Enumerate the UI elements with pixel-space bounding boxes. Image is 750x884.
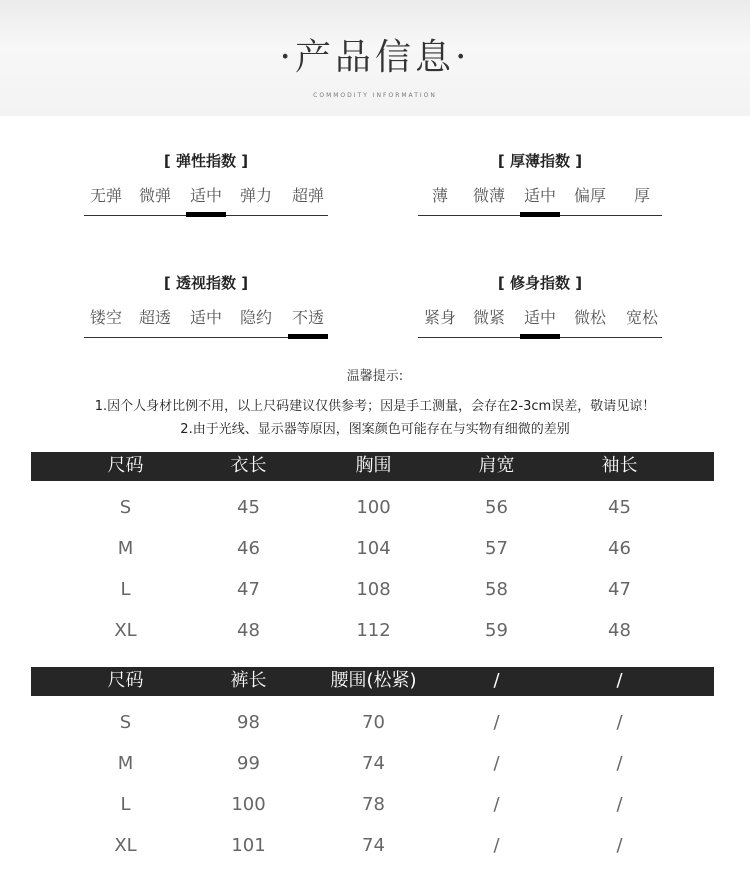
table-cell: 59 — [485, 620, 508, 641]
index-option: 厚 — [633, 186, 650, 205]
table-cell: M — [117, 753, 134, 774]
table-cell: 58 — [485, 579, 508, 600]
index-title: [ 修身指数 ] — [497, 274, 583, 292]
index-title: [ 透视指数 ] — [163, 274, 249, 292]
index-options — [418, 185, 662, 207]
table-cell: 101 — [231, 835, 266, 856]
table-cell: 78 — [362, 794, 385, 815]
table-cell: M — [117, 538, 134, 559]
table-cell: / — [493, 753, 500, 774]
table-cell: XL — [114, 835, 137, 856]
index-option: 微松 — [573, 308, 606, 327]
table-cell: / — [616, 794, 623, 815]
table-header-cell: 尺码 — [107, 455, 144, 476]
index-options — [84, 185, 328, 207]
index-selected-marker — [288, 334, 328, 339]
table-cell: 48 — [608, 620, 631, 641]
table-header-cell: 裤长 — [230, 670, 267, 691]
table-cell: 74 — [362, 835, 385, 856]
table-cell: 98 — [237, 712, 260, 733]
index-option: 适中 — [523, 186, 556, 205]
index-option: 适中 — [523, 308, 556, 327]
index-option: 紧身 — [423, 308, 456, 327]
index-option: 适中 — [189, 186, 222, 205]
index-option: 适中 — [189, 308, 222, 327]
table-cell: / — [616, 712, 623, 733]
index-option: 宽松 — [625, 308, 658, 327]
table-header-cell: 胸围 — [355, 455, 392, 476]
index-option: 超弹 — [291, 186, 324, 205]
index-option: 超透 — [138, 308, 171, 327]
table-cell: / — [493, 712, 500, 733]
index-option: 微弹 — [138, 186, 171, 205]
table-cell: / — [493, 835, 500, 856]
table-cell: 45 — [237, 497, 260, 518]
index-option: 隐约 — [239, 308, 272, 327]
table-cell: / — [493, 794, 500, 815]
index-title: [ 厚薄指数 ] — [497, 152, 583, 170]
page-header — [0, 0, 750, 116]
table-header-cell: / — [493, 670, 500, 691]
index-options — [84, 307, 328, 329]
index-option: 微薄 — [472, 186, 505, 205]
page-subtitle: COMMODITY INFORMATION — [313, 92, 437, 99]
table-cell: 56 — [485, 497, 508, 518]
size-table — [31, 667, 714, 867]
table-header-cell: 衣长 — [230, 455, 267, 476]
table-cell: 104 — [356, 538, 391, 559]
notes-title: 温馨提示: — [346, 369, 404, 384]
table-cell: S — [119, 712, 132, 733]
index-options — [418, 307, 662, 329]
table-header-cell: 肩宽 — [478, 455, 515, 476]
table-cell: S — [119, 497, 132, 518]
table-cell: / — [616, 835, 623, 856]
size-table — [31, 452, 714, 652]
table-cell: 74 — [362, 753, 385, 774]
index-selected-marker — [186, 212, 226, 217]
table-cell: 47 — [237, 579, 260, 600]
index-option: 不透 — [291, 308, 324, 327]
index-option: 微紧 — [472, 308, 505, 327]
note-line-2: 2.由于光线、显示器等原因，图案颜色可能存在与实物有细微的差别 — [180, 422, 570, 437]
note-line-1: 1.因个人身材比例不用，以上尺码建议仅供参考；因是手工测量，会存在2-3cm误差，敬请见谅！ — [94, 399, 656, 414]
index-selected-marker — [520, 212, 560, 217]
index-selected-marker — [520, 334, 560, 339]
table-header-row — [31, 452, 714, 481]
index-option: 镂空 — [89, 308, 122, 327]
index-option: 偏厚 — [573, 186, 606, 205]
index-option: 薄 — [431, 186, 448, 205]
index-option: 弹力 — [239, 186, 272, 205]
table-cell: 46 — [608, 538, 631, 559]
table-header-row — [31, 667, 714, 696]
table-cell: 100 — [231, 794, 266, 815]
table-header-cell: / — [616, 670, 623, 691]
table-cell: 100 — [356, 497, 391, 518]
index-option: 无弹 — [89, 186, 122, 205]
table-cell: 46 — [237, 538, 260, 559]
table-cell: 57 — [485, 538, 508, 559]
table-cell: 45 — [608, 497, 631, 518]
table-header-cell: 腰围(松紧) — [330, 670, 417, 691]
page-title: ·产品信息· — [279, 37, 471, 78]
table-cell: 112 — [356, 620, 391, 641]
table-cell: 99 — [237, 753, 260, 774]
table-cell: XL — [114, 620, 137, 641]
table-cell: / — [616, 753, 623, 774]
index-title: [ 弹性指数 ] — [163, 152, 249, 170]
table-cell: L — [120, 794, 131, 815]
table-header-cell: 尺码 — [107, 670, 144, 691]
table-cell: 108 — [356, 579, 391, 600]
table-cell: 48 — [237, 620, 260, 641]
table-cell: 47 — [608, 579, 631, 600]
table-header-cell: 袖长 — [601, 455, 638, 476]
table-cell: L — [120, 579, 131, 600]
table-cell: 70 — [362, 712, 385, 733]
